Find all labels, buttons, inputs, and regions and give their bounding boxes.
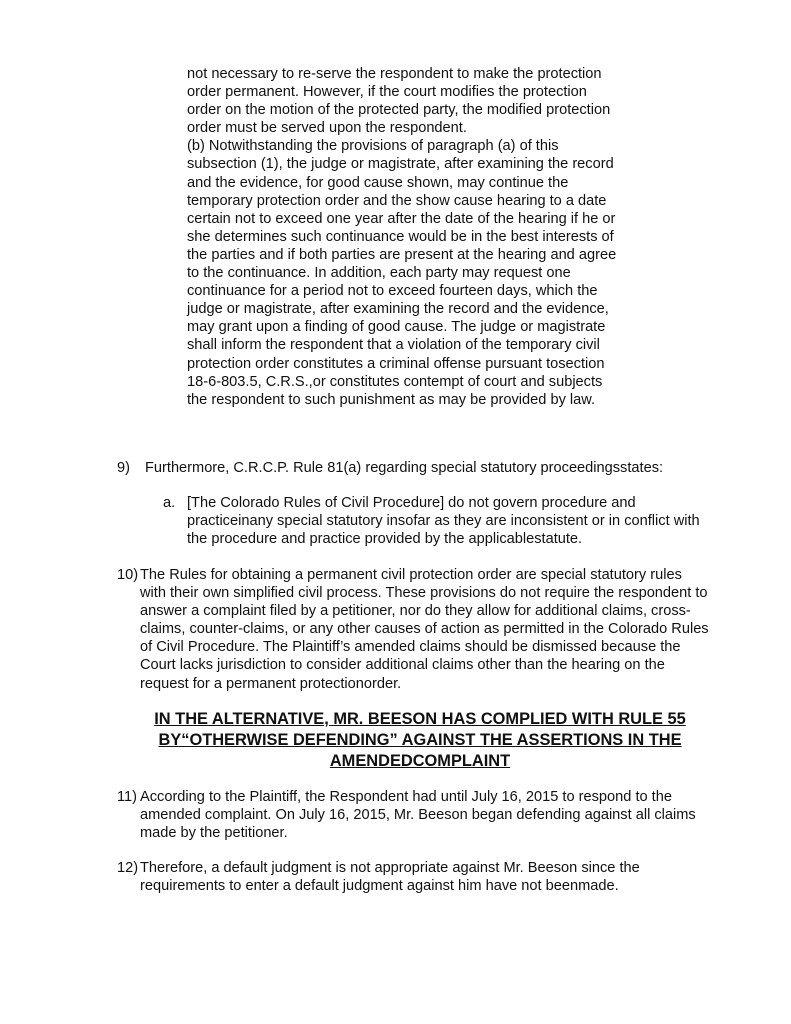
paragraph-line: requirements to enter a default judgment against him have not beenmade. bbox=[140, 878, 619, 895]
quote-line: the respondent to such punishment as may be provided by law. bbox=[187, 391, 596, 408]
paragraph-line: According to the Plaintiff, the Respondent had until July 16, 2015 to respond to the bbox=[140, 789, 672, 805]
subitem-line: practiceinany special statutory insofar as they are inconsistent or in conflict with bbox=[187, 513, 700, 530]
paragraph-number: 10) bbox=[117, 567, 139, 583]
paragraph-line: amended complaint. On July 16, 2015, Mr. Beeson began defending against all claims bbox=[140, 807, 696, 824]
paragraph-text bbox=[140, 859, 640, 895]
paragraph-9-subitem-a bbox=[163, 494, 743, 550]
quote-line: judge or magistrate, after examining the record and the evidence, bbox=[187, 301, 609, 318]
paragraph-line: Therefore, a default judgment is not appropriate against Mr. Beeson since the bbox=[140, 860, 640, 876]
paragraph-9 bbox=[117, 459, 737, 479]
quote-line: order must be served upon the respondent. bbox=[187, 120, 467, 137]
paragraph-line: The Rules for obtaining a permanent civil protection order are special statutory rules bbox=[140, 567, 682, 583]
quote-line: temporary protection order and the show cause hearing to a date bbox=[187, 192, 607, 209]
quote-line: 18-6-803.5, C.R.S.,or constitutes contempt of court and subjects bbox=[187, 373, 603, 390]
paragraph-line: claims, counter-claims, or any other causes of action as permitted in the Colorado Rules bbox=[140, 621, 709, 638]
heading-line: IN THE ALTERNATIVE, MR. BEESON HAS COMPLIED WITH RULE 55 bbox=[154, 710, 686, 728]
subitem-marker: a. bbox=[163, 495, 176, 511]
quote-line: she determines such continuance would be in the best interests of bbox=[187, 228, 614, 245]
paragraph-line: made by the petitioner. bbox=[140, 825, 288, 842]
paragraph-11 bbox=[117, 788, 757, 844]
quote-line: not necessary to re-serve the respondent to make the protection bbox=[187, 66, 602, 82]
paragraph-line: request for a permanent protectionorder. bbox=[140, 675, 402, 692]
quote-line: shall inform the respondent that a violation of the temporary civil bbox=[187, 337, 600, 354]
paragraph-text bbox=[140, 788, 696, 842]
paragraph-12 bbox=[117, 859, 757, 897]
paragraph-line: Court lacks jurisdiction to consider additional claims other than the hearing on the bbox=[140, 657, 665, 674]
paragraph-10 bbox=[117, 566, 757, 696]
heading-line: BY“OTHERWISE DEFENDING” AGAINST THE ASSERTIONS IN THE bbox=[158, 731, 682, 749]
quote-line: protection order constitutes a criminal offense pursuant tosection bbox=[187, 355, 605, 372]
subitem-line: the procedure and practice provided by the applicablestatute. bbox=[187, 531, 583, 548]
subitem-line: [The Colorado Rules of Civil Procedure] do not govern procedure and bbox=[187, 495, 636, 511]
quote-line: (b) Notwithstanding the provisions of paragraph (a) of this bbox=[187, 138, 559, 155]
paragraph-text: Furthermore, C.R.C.P. Rule 81(a) regarding special statutory proceedingsstates: bbox=[145, 460, 664, 476]
quote-line: the parties and if both parties are present at the hearing and agree bbox=[187, 246, 617, 263]
paragraph-text bbox=[140, 566, 709, 693]
section-heading bbox=[100, 709, 740, 772]
quote-line: to the continuance. In addition, each party may request one bbox=[187, 265, 571, 282]
paragraph-line: answer a complaint filed by a petitioner, nor do they allow for additional claims, cross- bbox=[140, 603, 691, 620]
heading-line: AMENDEDCOMPLAINT bbox=[329, 752, 511, 770]
paragraph-number: 11) bbox=[117, 789, 138, 805]
quote-line: certain not to exceed one year after the date of the hearing if he or bbox=[187, 210, 616, 227]
quote-line: order on the motion of the protected party, the modified protection bbox=[187, 102, 611, 119]
paragraph-number: 12) bbox=[117, 860, 139, 876]
subitem-text bbox=[187, 494, 700, 548]
paragraph-number: 9) bbox=[117, 460, 130, 476]
statute-quote-block bbox=[187, 65, 657, 409]
quote-line: subsection (1), the judge or magistrate, after examining the record bbox=[187, 156, 614, 173]
quote-line: continuance for a period not to exceed fourteen days, which the bbox=[187, 283, 598, 300]
quote-line: order permanent. However, if the court modifies the protection bbox=[187, 84, 587, 101]
quote-line: may grant upon a finding of good cause. The judge or magistrate bbox=[187, 319, 606, 336]
quote-line: and the evidence, for good cause shown, may continue the bbox=[187, 174, 569, 191]
paragraph-line: of Civil Procedure. The Plaintiff’s amended claims should be dismissed because the bbox=[140, 639, 681, 656]
paragraph-line: with their own simplified civil process. These provisions do not require the respondent to bbox=[140, 585, 708, 602]
